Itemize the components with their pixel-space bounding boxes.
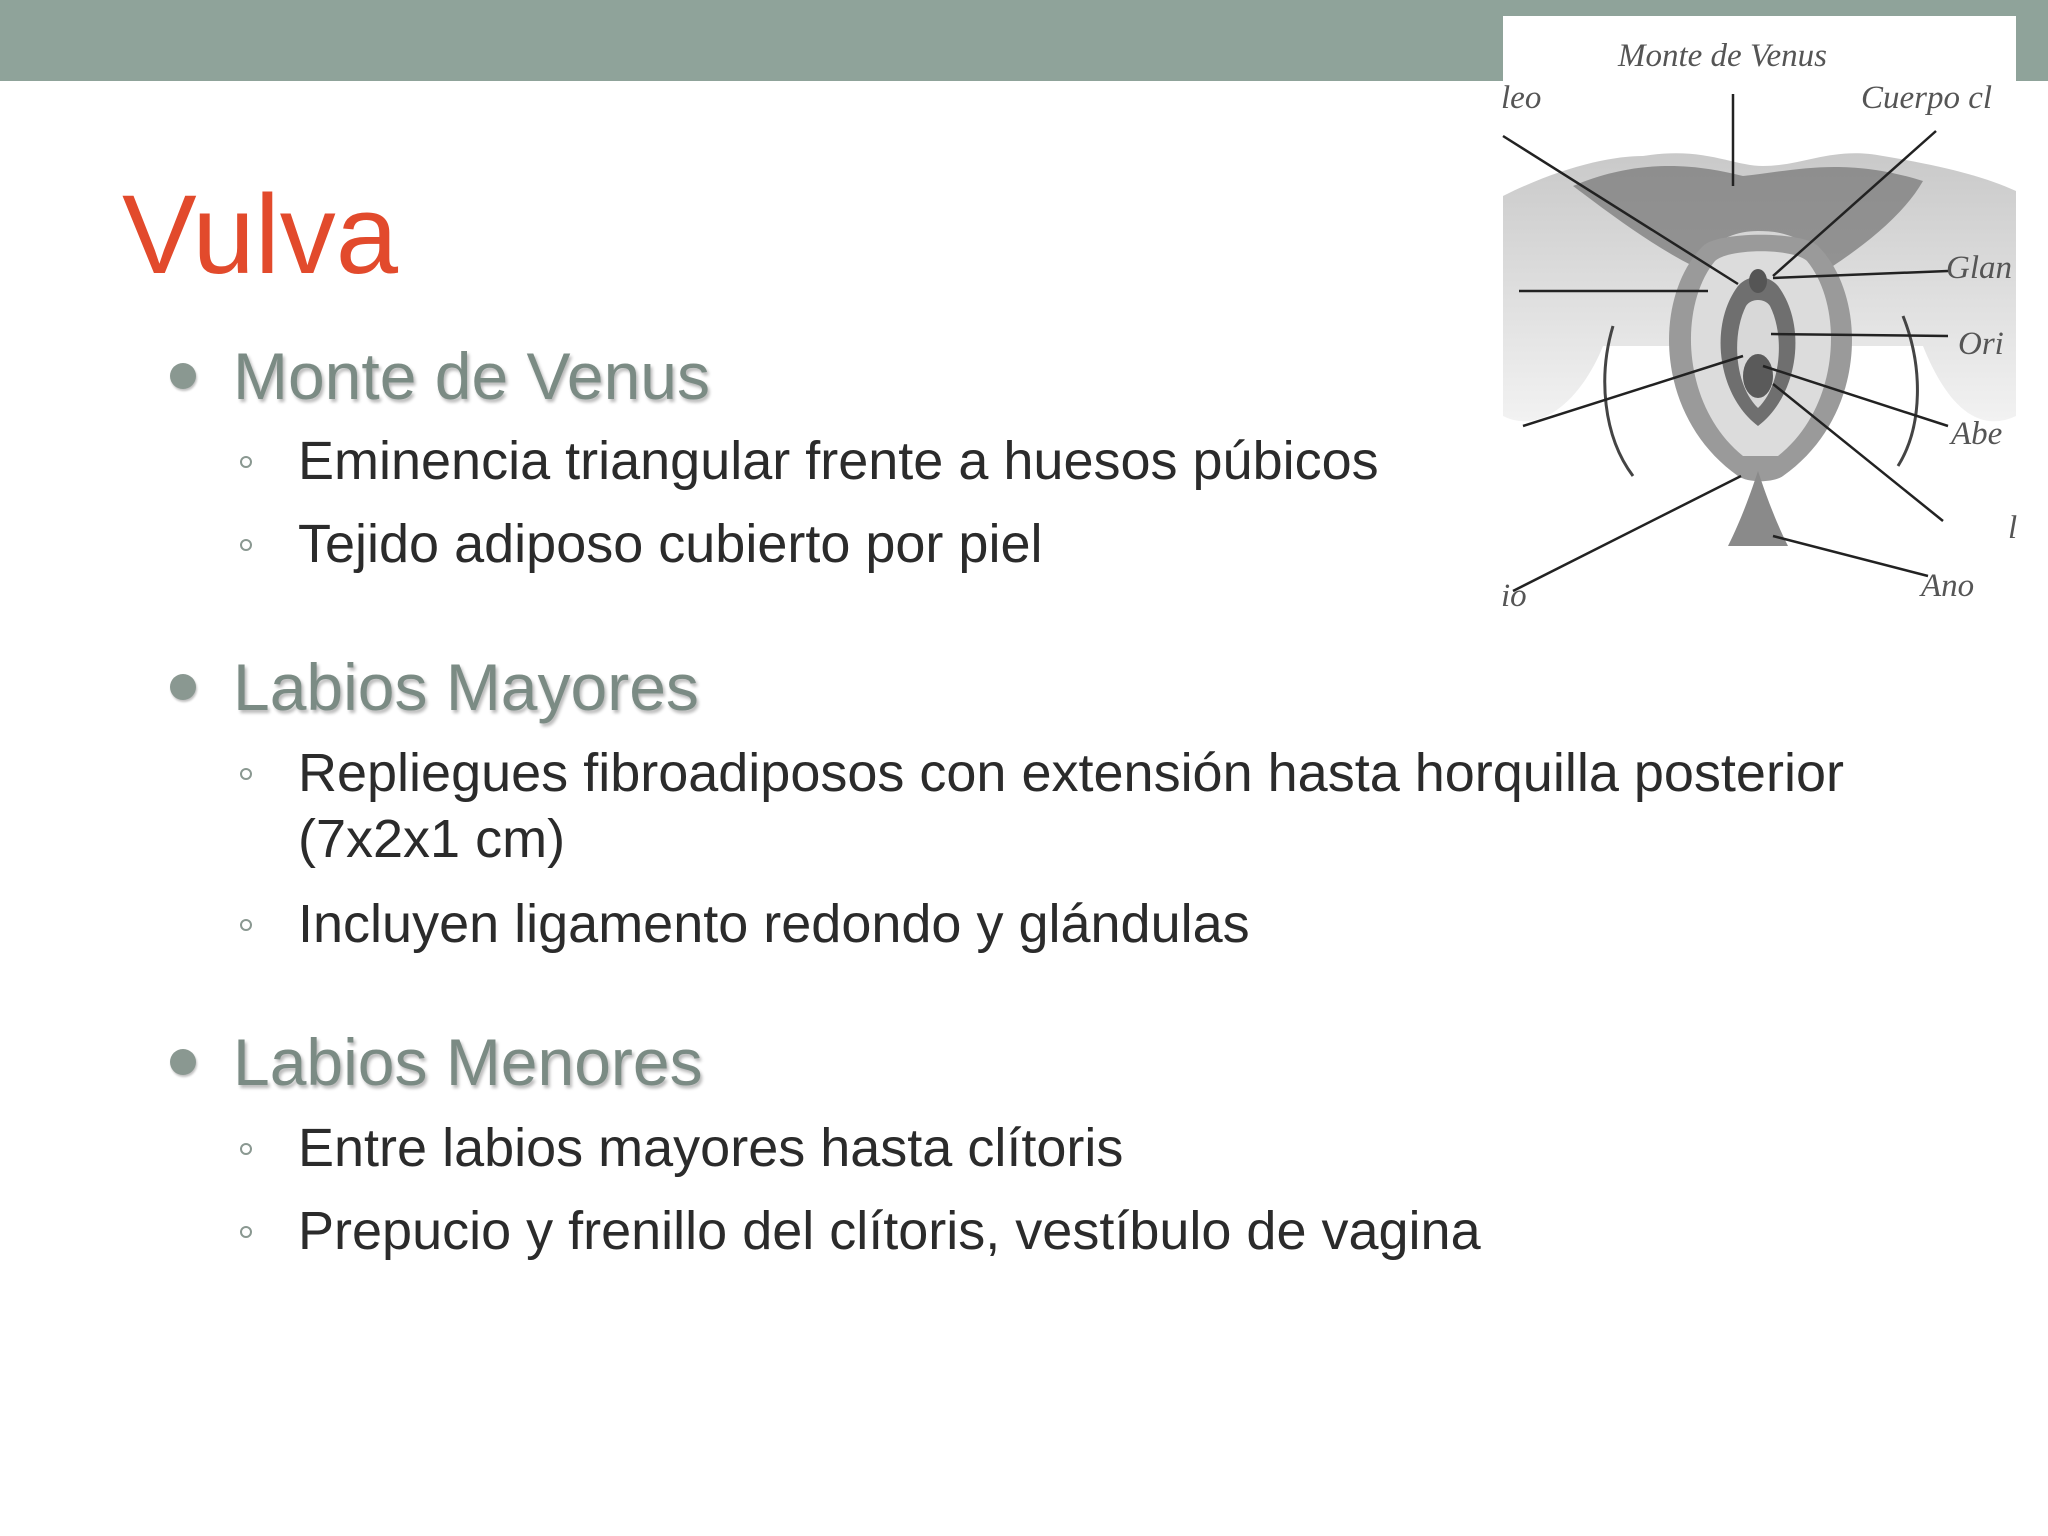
section-heading: Labios Menores [233,1025,703,1099]
label-bottom-left: io [1501,578,1527,614]
label-monte-de-venus: Monte de Venus [1618,38,1827,74]
slide-title: Vulva [122,172,399,297]
label-glande: Glan [1946,250,2012,286]
bullet-item [240,1115,1998,1181]
bullet-heading [170,1022,703,1102]
bullet-text: Incluyen ligamento redondo y glándulas [298,894,1250,954]
bullet-item [240,740,1998,872]
bullet-ring-icon [240,1226,252,1238]
bullet-ring-icon [240,919,252,931]
label-right-4: l [2008,510,2018,546]
bullet-ring-icon [240,768,252,780]
anatomy-diagram [1503,16,2016,624]
bullet-text: Repliegues fibroadiposos con extensión hasta horquilla posterior (7x2x1 cm) [298,743,1844,869]
label-ano: Ano [1921,568,1975,604]
bullet-ring-icon [240,1143,252,1155]
label-abertura: Abe [1951,416,2003,452]
section-heading: Monte de Venus [233,339,711,413]
bullet-item [240,891,1998,957]
bullet-text: Entre labios mayores hasta clítoris [298,1118,1124,1178]
bullet-item [240,1198,1998,1264]
bullet-dot-icon [170,1049,196,1075]
bullet-text: Eminencia triangular frente a huesos púbicos [298,431,1379,491]
label-top-left: leo [1501,80,1542,116]
bullet-text: Prepucio y frenillo del clítoris, vestíbulo de vagina [298,1201,1481,1261]
bullet-dot-icon [170,674,196,700]
bullet-heading [170,647,699,727]
vulva-anatomy-illustration [1503,16,2016,624]
bullet-heading [170,336,710,416]
bullet-ring-icon [240,456,252,468]
bullet-ring-icon [240,539,252,551]
label-orificio: Ori [1958,326,2004,362]
section-heading: Labios Mayores [233,650,699,724]
bullet-text: Tejido adiposo cubierto por piel [298,514,1043,574]
label-cuerpo: Cuerpo cl [1861,80,1993,116]
bullet-dot-icon [170,363,196,389]
